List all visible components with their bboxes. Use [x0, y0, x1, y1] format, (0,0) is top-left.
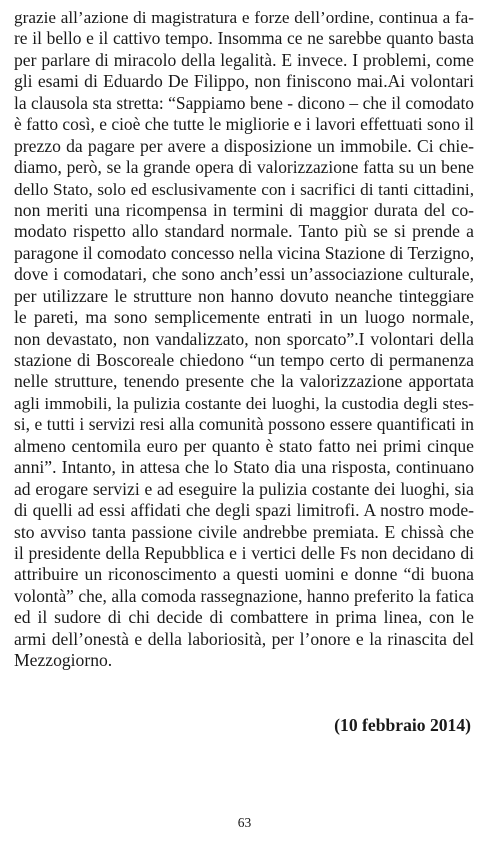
text-line: prezzo da pagare per avere a disposizione un immobile. Ci chie- — [14, 135, 474, 156]
text-line: per utilizzare le strutture non hanno dovuto neanche tinteggiare — [14, 285, 474, 306]
text-line: sto avviso tanta passione civile andrebbe premiata. E chissà che — [14, 521, 474, 542]
text-line: il presidente della Repubblica e i vertici delle Fs non decidano di — [14, 542, 474, 563]
dateline: (10 febbraio 2014) — [334, 715, 471, 735]
text-line: le pareti, ma sono semplicemente entrati in un luogo normale, — [14, 307, 474, 328]
text-line: dove i comodatari, che sono anch’essi un’associazione culturale, — [14, 264, 474, 285]
text-line: Mezzogiorno. — [14, 650, 113, 671]
text-line: per parlare di miracolo della legalità. E invece. I problemi, come — [14, 49, 474, 70]
text-line: volontà” che, alla comoda rassegnazione, hanno preferito la fatica — [14, 585, 474, 606]
text-line: non meriti una ricompensa in termini di maggior durata del co- — [14, 199, 474, 220]
text-line: stazione di Boscoreale chiedono “un tempo certo di permanenza — [14, 350, 474, 370]
page-number: 63 — [237, 815, 252, 830]
text-line: paragone il comodato concesso nella vicina Stazione di Terzigno, — [14, 242, 474, 263]
text-line: modato rispetto allo standard normale. Tanto più se si prende a — [14, 221, 474, 242]
text-line: almeno centomila euro per quanto è stato fatto nei primi cinque — [14, 435, 474, 456]
text-line: si, e tutti i servizi resi alla comunità possono essere quantificati in — [14, 414, 474, 435]
text-line: attribuire un riconoscimento a questi uomini e donne “di buona — [14, 564, 474, 585]
text-line: anni”. Intanto, in attesa che lo Stato dia una risposta, continuano — [14, 457, 474, 478]
text-line: re il bello e il cattivo tempo. Insomma ce ne sarebbe quanto basta — [14, 28, 474, 49]
text-line: ed il sudore di chi decide di combattere in prima linea, con le — [14, 607, 474, 628]
text-line: non devastato, non vandalizzato, non sporcato”.I volontari della — [14, 328, 474, 349]
text-line: è fatto così, e cioè che tutte le migliorie e i lavori effettuati sono il — [14, 114, 474, 135]
text-line: ad erogare servizi e ad eseguire la pulizia costante dei luoghi, sia — [14, 478, 474, 499]
article-body — [14, 7, 474, 672]
text-line: gli esami di Eduardo De Filippo, non finiscono mai.Ai volontari — [14, 71, 474, 92]
text-line: agli immobili, la pulizia costante dei luoghi, la custodia degli stes- — [14, 393, 474, 413]
text-line: armi dell’onestà e della laboriosità, per l’onore e la rinascita del — [14, 628, 474, 649]
text-line: nelle strutture, tenendo presente che la valorizzazione apportata — [14, 371, 474, 392]
text-line: diamo, però, se la grande opera di valorizzazione fatta su un bene — [14, 157, 474, 178]
text-line: di quelli ad essi affidati che degli spazi limitrofi. A nostro mode- — [14, 500, 474, 521]
text-line: dello Stato, solo ed esclusivamente con i sacrifici di tanti cittadini, — [14, 179, 474, 199]
text-line: la clausola sta stretta: “Sappiamo bene - dicono – che il comodato — [14, 92, 474, 113]
text-line: grazie all’azione di magistratura e forze dell’ordine, continua a fa- — [14, 8, 474, 27]
